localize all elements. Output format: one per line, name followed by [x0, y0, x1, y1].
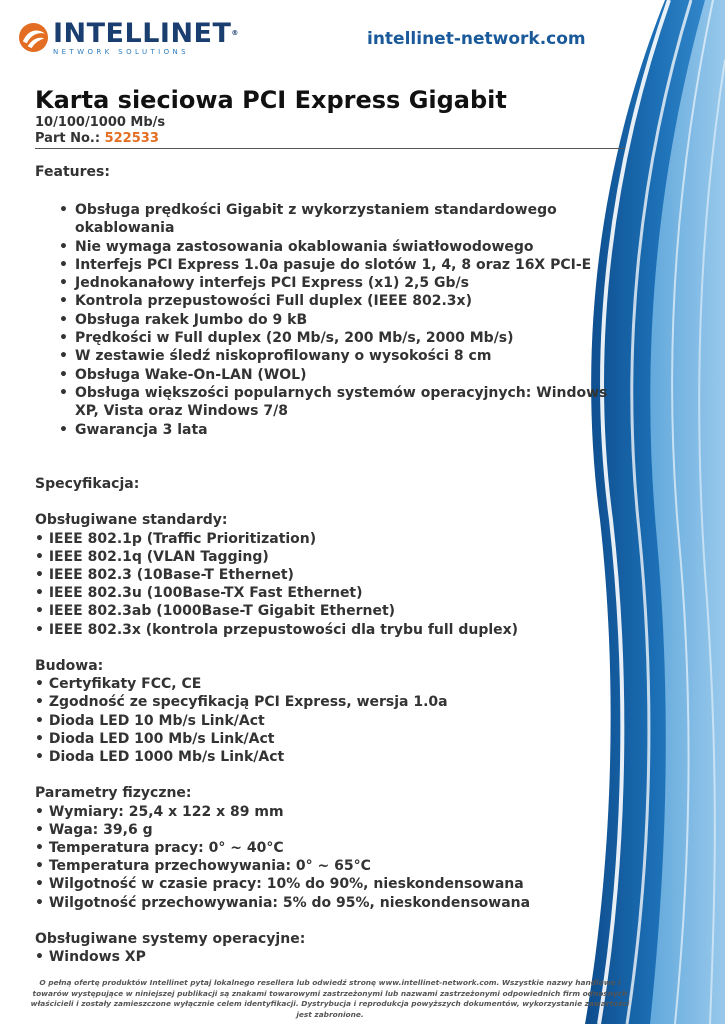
build-item: • Certyfikaty FCC, CE — [35, 676, 202, 693]
os-heading: Obsługiwane systemy operacyjne: — [35, 931, 306, 948]
physical-item: • Wilgotność w czasie pracy: 10% do 90%, nieskondensowana — [35, 876, 524, 893]
build-item: • Dioda LED 10 Mb/s Link/Act — [35, 712, 265, 729]
header-divider — [35, 148, 625, 149]
logo-tagline: NETWORK SOLUTIONS — [53, 48, 190, 56]
physical-item: • Wymiary: 25,4 x 122 x 89 mm — [35, 803, 284, 820]
feature-item: • Gwarancja 3 lata — [75, 421, 635, 439]
build-item: • Dioda LED 100 Mb/s Link/Act — [35, 730, 275, 747]
logo-swirl-icon — [18, 22, 49, 53]
website-link[interactable]: intellinet-network.com — [367, 29, 586, 49]
features-list — [75, 201, 635, 439]
standard-item: • IEEE 802.3u (100Base-TX Fast Ethernet) — [35, 585, 363, 602]
build-item: • Zgodność ze specyfikacją PCI Express, wersja 1.0a — [35, 694, 448, 711]
standards-heading: Obsługiwane standardy: — [35, 512, 228, 529]
standard-item: • IEEE 802.3 (10Base-T Ethernet) — [35, 567, 294, 583]
os-item: • Windows XP — [35, 949, 146, 966]
part-number-value: 522533 — [104, 131, 159, 146]
physical-item: • Temperatura przechowywania: 0° ~ 65°C — [35, 858, 371, 875]
product-title: Karta sieciowa PCI Express Gigabit — [35, 86, 507, 114]
feature-item: • Jednokanałowy interfejs PCI Express (x1) 2,5 Gb/s — [75, 274, 635, 292]
intellinet-logo — [18, 20, 239, 56]
build-item: • Dioda LED 1000 Mb/s Link/Act — [35, 749, 285, 766]
features-heading: Features: — [35, 164, 110, 180]
feature-item: • Interfejs PCI Express 1.0a pasuje do slotów 1, 4, 8 oraz 16X PCI-E — [75, 256, 635, 274]
logo-registered-mark: ® — [231, 29, 239, 37]
standard-item: • IEEE 802.3x (kontrola przepustowości dla trybu full duplex) — [35, 621, 519, 638]
specs-heading: Specyfikacja: — [35, 476, 140, 492]
logo-name: INTELLINET — [53, 18, 232, 49]
feature-item: • Obsługa prędkości Gigabit z wykorzystaniem standardowego okablowania — [75, 201, 635, 238]
legal-footer: O pełną ofertę produktów Intellinet pytaj lokalnego resellera lub odwiedź stronę www.intellinet-network.com. Wszystkie nazwy handlowe i towarów występujące w niniejszej publikacji są znakami towarowymi zastrzeżonymi lub nazwami zastrzeżonymi odpowiednich firm odnośnych właścicieli i zostały zamieszczone wyłącznie celem identyfikacji. Dystrybucja i reprodukcja powyższych dokumentów, wykorzystanie zawartości jest zabronione. — [30, 978, 630, 1019]
feature-item: • W zestawie śledź niskoprofilowany o wysokości 8 cm — [75, 347, 635, 365]
feature-item: • Obsługa Wake-On-LAN (WOL) — [75, 366, 635, 384]
physical-item: • Waga: 39,6 g — [35, 821, 153, 838]
part-number-line — [35, 131, 159, 146]
standard-item: • IEEE 802.3ab (1000Base-T Gigabit Ethernet) — [35, 603, 396, 620]
feature-item: • Obsługa większości popularnych systemów operacyjnych: Windows XP, Vista oraz Windows 7/8 — [75, 384, 635, 421]
physical-heading: Parametry fizyczne: — [35, 785, 192, 802]
standard-item: • IEEE 802.1p (Traffic Prioritization) — [35, 530, 317, 547]
specifications-section — [35, 475, 625, 966]
physical-item: • Temperatura pracy: 0° ~ 40°C — [35, 840, 284, 857]
feature-item: • Nie wymaga zastosowania okablowania światłowodowego — [75, 238, 635, 256]
product-subtitle: 10/100/1000 Mb/s — [35, 115, 166, 130]
feature-item: • Kontrola przepustowości Full duplex (IEEE 802.3x) — [75, 292, 635, 310]
build-heading: Budowa: — [35, 658, 104, 674]
part-number-label: Part No.: — [35, 131, 101, 146]
physical-item: • Wilgotność przechowywania: 5% do 95%, nieskondensowana — [35, 894, 531, 911]
feature-item: • Obsługa rakek Jumbo do 9 kB — [75, 311, 635, 329]
feature-item: • Prędkości w Full duplex (20 Mb/s, 200 Mb/s, 2000 Mb/s) — [75, 329, 635, 347]
standard-item: • IEEE 802.1q (VLAN Tagging) — [35, 548, 269, 565]
